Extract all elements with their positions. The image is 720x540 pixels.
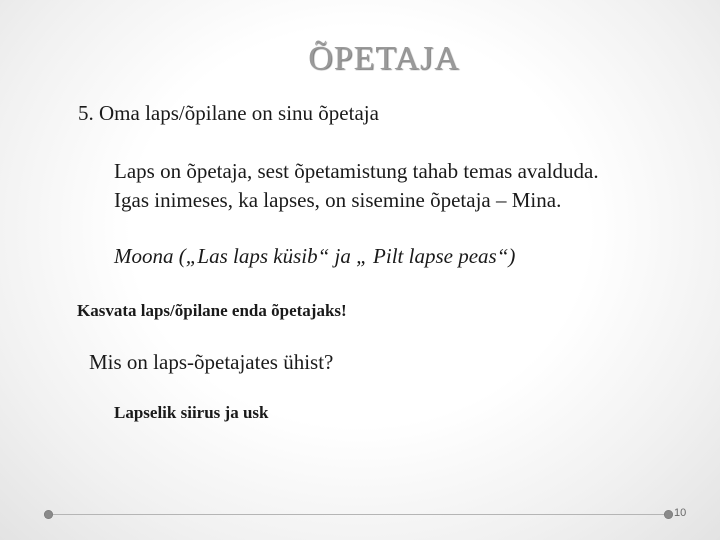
paragraph-line-2: Igas inimeses, ka lapses, on sisemine õpetaja – Mina. — [114, 188, 562, 212]
footer-divider — [52, 514, 665, 515]
footer-left-dot — [44, 510, 53, 519]
call-to-action-text: Kasvata laps/õpilane enda õpetajaks! — [77, 301, 347, 320]
body-paragraph — [114, 157, 599, 215]
answer-text: Lapselik siirus ja usk — [114, 403, 269, 422]
slide-title: ÕPETAJA — [308, 40, 460, 77]
page-number: 10 — [674, 507, 687, 519]
paragraph-line-1: Laps on õpetaja, sest õpetamistung tahab temas avalduda. — [114, 159, 599, 183]
reference-text: Moona („Las laps küsib“ ja „ Pilt lapse peas“) — [114, 244, 516, 268]
footer-right-dot — [664, 510, 673, 519]
question-text: Mis on laps-õpetajates ühist? — [89, 350, 334, 374]
section-heading: 5. Oma laps/õpilane on sinu õpetaja — [78, 101, 379, 125]
